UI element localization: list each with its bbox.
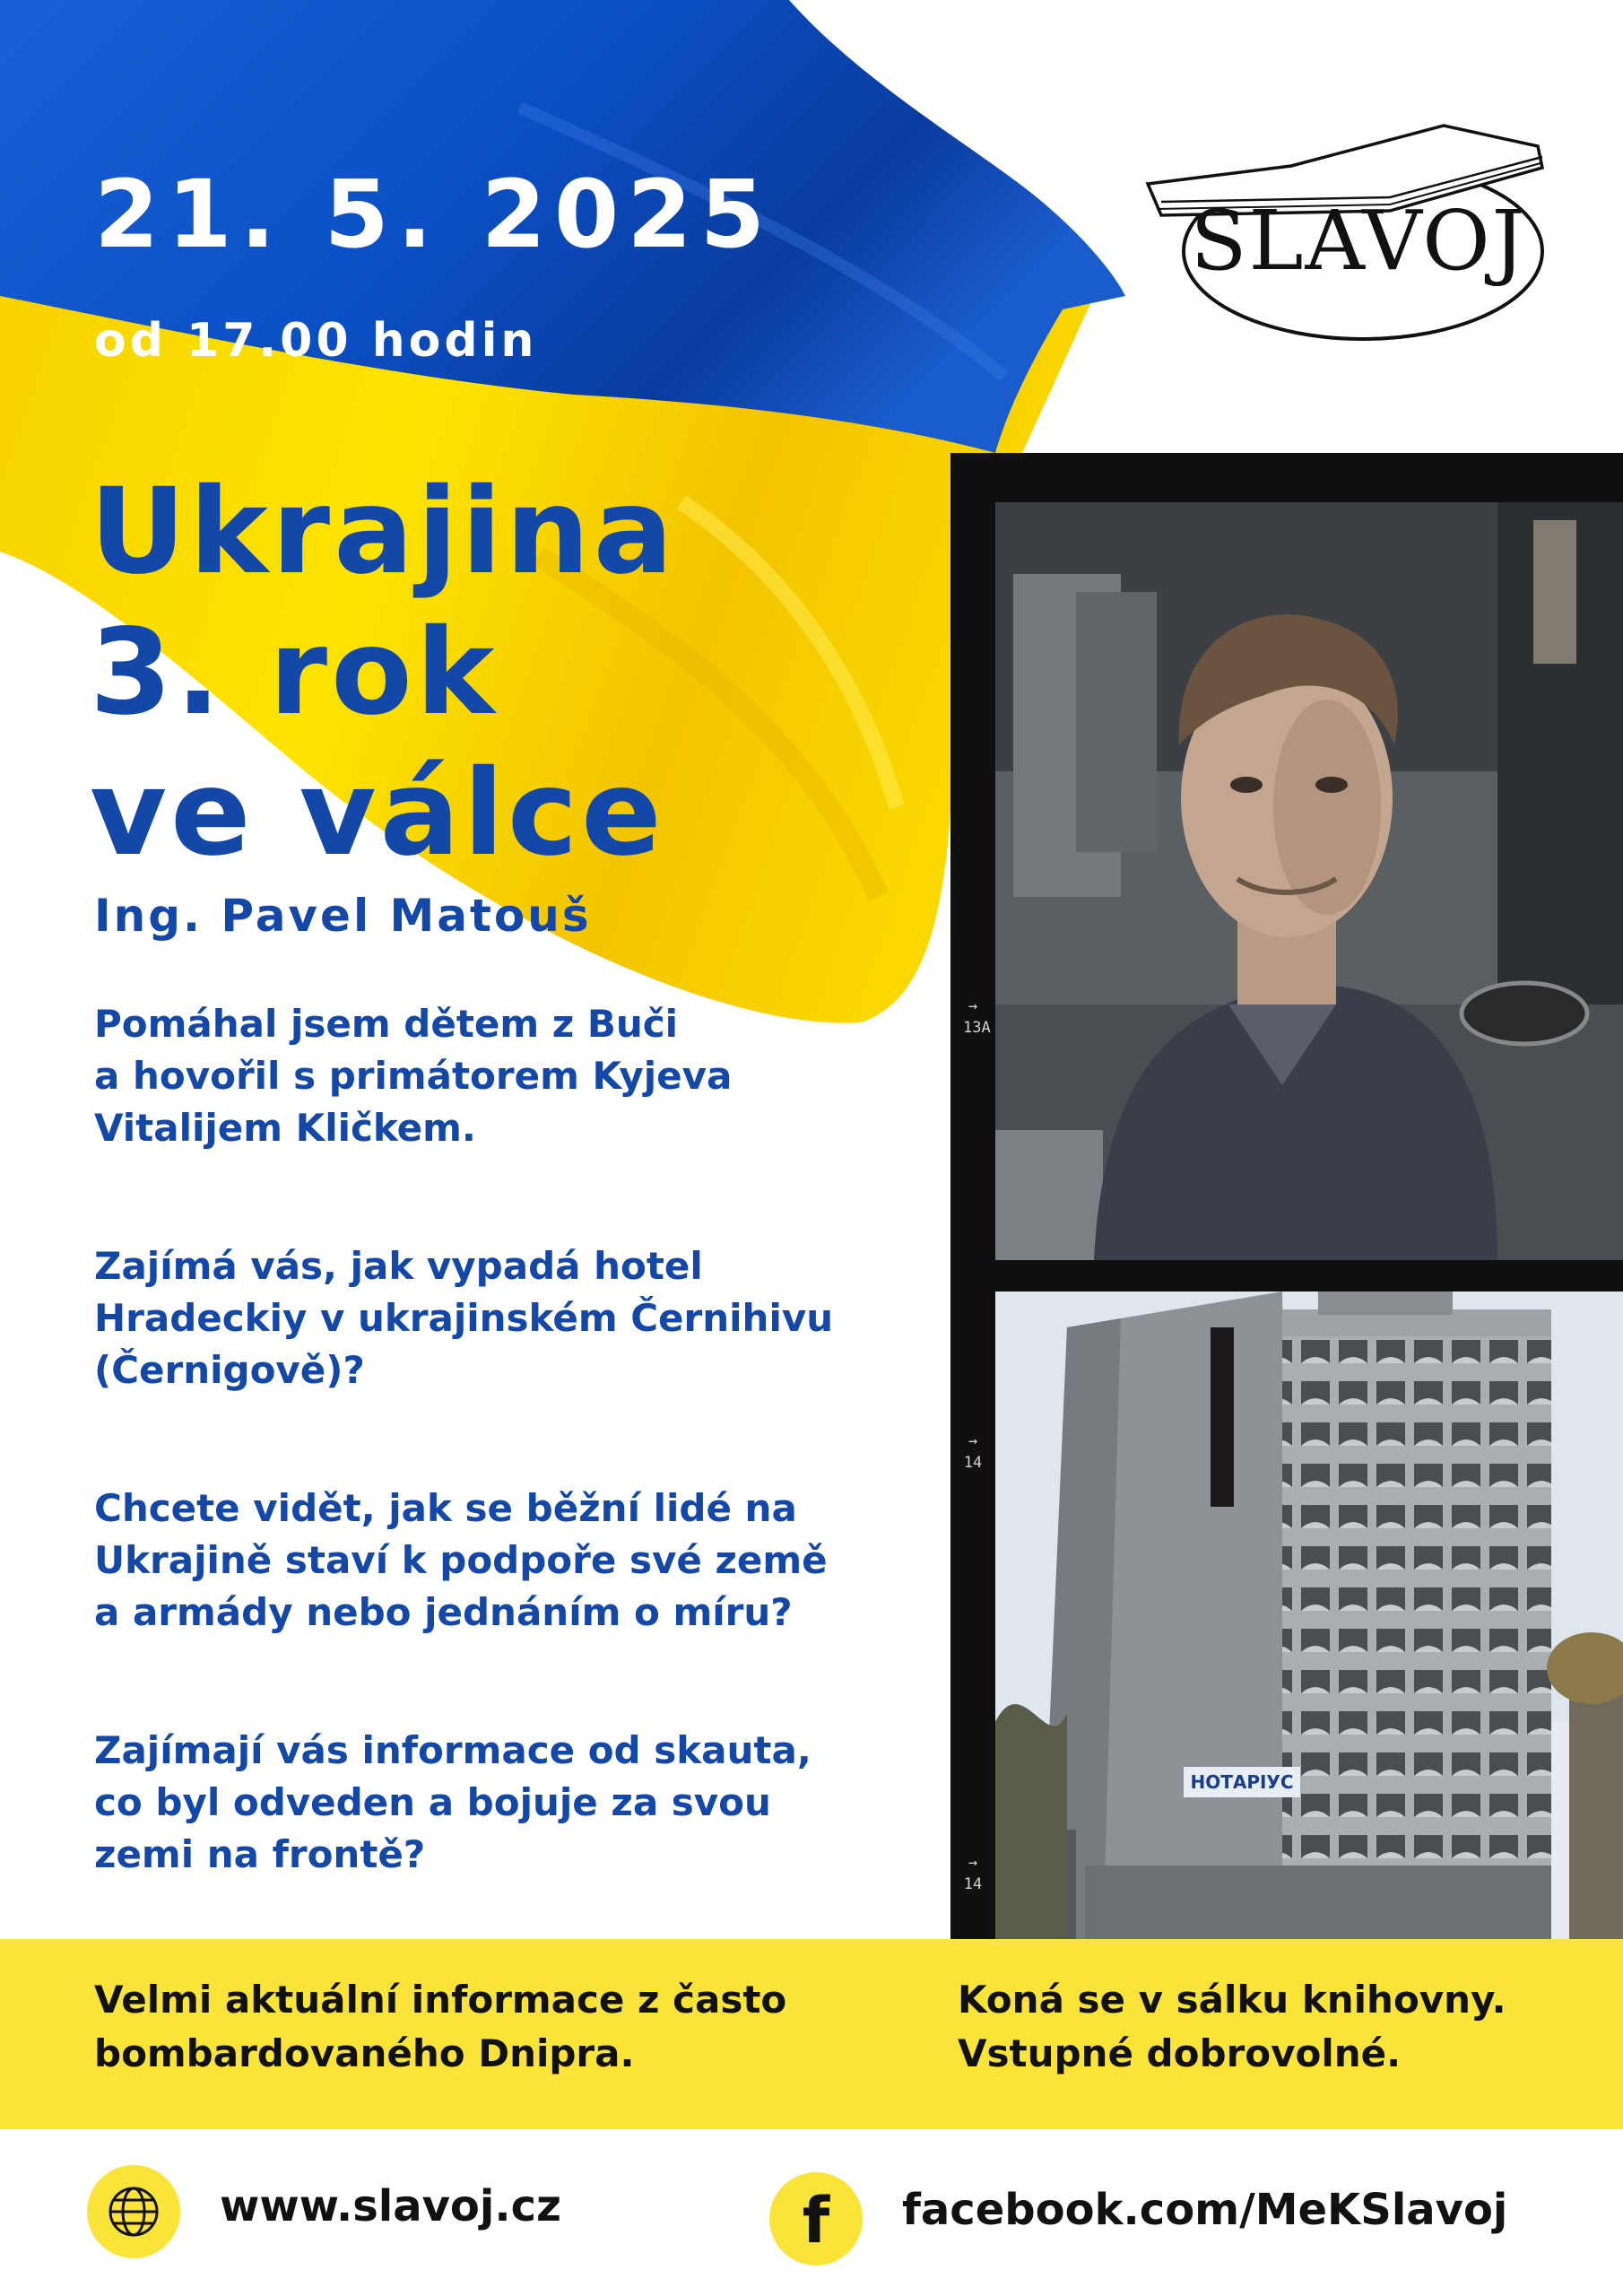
paragraph: Chcete vidět, jak se běžní lidé na Ukrajině staví k podpoře své země a armády nebo jednáním o míru? <box>94 1486 828 1634</box>
website-link[interactable]: www.slavoj.cz <box>220 2181 561 2231</box>
photo-hotel-chernihiv <box>995 1292 1623 1939</box>
arrow-icon: → <box>968 1432 978 1450</box>
photo-speaker-portrait <box>995 502 1623 1260</box>
paragraph: Pomáhal jsem dětem z Buči a hovořil s primátorem Kyjeva Vitalijem Kličkem. <box>94 1002 733 1150</box>
film-strip <box>950 453 1623 1939</box>
speaker-name: Ing. Pavel Matouš <box>94 890 592 942</box>
info-band <box>0 1939 1623 2129</box>
info-dnipro: Velmi aktuální informace z často bombardovaného Dnipra. <box>94 1978 787 2075</box>
facebook-link[interactable]: facebook.com/MeKSlavoj <box>902 2185 1508 2235</box>
title-line-2: 3. rok <box>90 604 499 742</box>
title-line-1: Ukrajina <box>90 463 677 601</box>
film-frame-mark: → 14 <box>963 1854 983 1893</box>
footer <box>0 2129 1623 2296</box>
hotel-sign-text: НОТАРІУС <box>1190 1771 1294 1793</box>
info-venue: Koná se v sálku knihovny. Vstupné dobrovolné. <box>958 1978 1506 2075</box>
film-frame-mark: → 14 <box>963 1432 983 1472</box>
slavoj-logo-text: SLAVOJ <box>1190 193 1527 289</box>
event-time: od 17.00 hodin <box>94 314 538 368</box>
arrow-icon: → <box>968 1854 978 1872</box>
paragraph: Zajímá vás, jak vypadá hotel Hradeckiy v ukrajinském Černihivu (Černigově)? <box>94 1244 834 1392</box>
paragraph: Zajímají vás informace od skauta, co byl odveden a bojuje za svou zemi na frontě? <box>94 1728 812 1876</box>
film-frame-mark: → 13A <box>963 997 991 1037</box>
facebook-icon: f <box>769 2172 863 2266</box>
event-description <box>94 998 942 1967</box>
event-title <box>90 462 677 884</box>
title-line-3: ve válce <box>90 744 665 883</box>
event-date: 21. 5. 2025 <box>94 160 773 269</box>
arrow-icon: → <box>968 997 978 1015</box>
globe-icon <box>87 2165 180 2258</box>
